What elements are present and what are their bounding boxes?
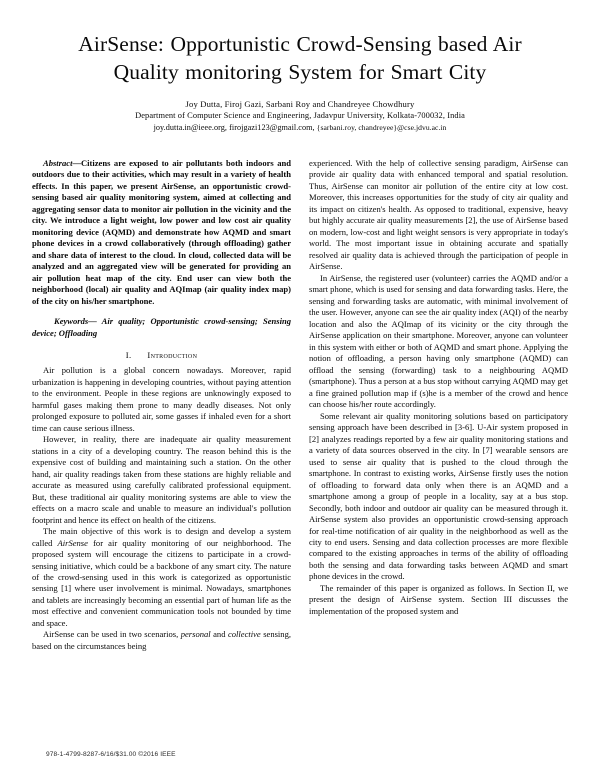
paragraph: However, in reality, there are inadequate air quality measurement stations in a city of a developing country. The reason behind this is the expensive cost of building and maintaining such a station. On the other hand, air quality readings taken from these stations are highly reliable and accurate as measured using carefully calibrated professional equipment. But, these traditional air quality monitoring systems are able to view the effects on a macro scale and unable to measure an individual's pollution footprint and hence its effect on health of the citizens. — [32, 434, 291, 525]
copyright-footer: 978-1-4799-8287-6/16/$31.00 ©2016 IEEE — [46, 751, 176, 758]
paragraph — [32, 526, 291, 629]
section-heading-introduction — [32, 350, 291, 360]
abstract-label: Abstract— — [43, 158, 81, 168]
paragraph: The remainder of this paper is organized as follows. In Section II, we present the design of AirSense system. Section III discusses the implementation of the proposed system and — [309, 582, 568, 616]
system-name-emphasis: AirSense — [57, 537, 88, 548]
keywords-text: Air quality; Opportunistic crowd-sensing; Sensing device; Offloading — [32, 316, 291, 338]
scenario-emphasis-collective: collective — [227, 629, 261, 640]
paragraph-part: The main objective of this work is to design and develop a system called — [32, 526, 291, 548]
email-group: {sarbani.roy, chandreyee}@cse.jdvu.ac.in — [316, 123, 447, 133]
keywords — [32, 316, 291, 339]
abstract — [32, 158, 291, 307]
email-line — [46, 122, 554, 134]
abstract-text: Citizens are exposed to air pollutants both indoors and outdoors due to their activities, which may result in a variety of health effects. In this paper, we present AirSense, an opportunistic crowd-sensing based air quality monitoring system, aimed at collecting and aggregating sensor data to monitor air pollution in the vicinity and the city. We introduce a light weight, low power and low cost air quality monitoring device (AQMD) and demonstrate how AQMD and smart phone devices in a crowd collaboratively (through offloading) gather and share data of interest to the cloud. In cloud, collected data will be analyzed and an aggregated view will be generated for providing an air pollution heat map of the city. End user can view both the neighborhood (local) air quality and AQImap (air quality index map) of the city on his/her smartphone. — [32, 158, 291, 306]
body-columns — [0, 158, 600, 652]
scenario-emphasis-personal: personal — [180, 629, 211, 640]
author-list: Joy Dutta, Firoj Gazi, Sarbani Roy and Chandreyee Chowdhury — [185, 98, 415, 109]
right-column — [309, 158, 568, 652]
section-numeral: I. — [125, 350, 132, 361]
left-column — [32, 158, 291, 652]
paragraph-part: AirSense can be used in two scenarios, — [43, 629, 181, 640]
paragraph — [32, 629, 291, 652]
section-title: Introduction — [147, 350, 198, 361]
email-primary: joy.dutta.in@ieee.org, firojgazi123@gmail.com, — [153, 123, 315, 133]
paragraph-part: sensing, based on the circumstances being — [32, 629, 291, 651]
paragraph: In AirSense, the registered user (volunteer) carries the AQMD and/or a smart phone, which is used for sensing and data forwarding tasks. Here, the sensing and forwarding tasks are automatic, with minimal involvement of the user. However, anyone can see the air quality index (AQI) of the nearby location and also the AQImap of its vicinity or the city through the AirSense application on their smartphone. Moreover, anyone can volunteer in this system with either or both of AQMD and smart phone. Applying the notion of offloading, a person having only smartphone (AQMD) can offload the sensing (forwarding) task to a neighbouring AQMD (smartphone). Thus a person at a bus stop without carrying AQMD may get a fine grained pollution map if (s)he is a member of the crowd and hence can choose his/her route accordingly. — [309, 272, 568, 410]
paragraph: Some relevant air quality monitoring solutions based on participatory sensing approach have been described in [3-6]. U-Air system proposed in [2] analyzes readings reported by a few air quality monitoring stations and a variety of data sources observed in the city. In [7] wearable sensors are used to sense air quality that is pushed to the cloud through the smartphone. In contrast to existing works, AirSense firstly uses the notion of offloading to forward data only when there is an AQMD and a smartphone among a group of people in a locality, say at a bus stop. Secondly, both indoor and outdoor air quality can be measured through it. AirSense system also provides an opportunistic crowd-sensing approach for real-time notification of air quality in the neighborhood as well as the city to end users. Sensing and data collection processes are more flexible compared to the existing approaches in terms of the ability of offloading both the sensing and data forwarding tasks between AQMD and smart phone devices in the crowd. — [309, 410, 568, 582]
paragraph-part: and — [210, 629, 228, 640]
page-title: AirSense: Opportunistic Crowd-Sensing based Air Quality monitoring System for Smart City — [78, 32, 522, 85]
affiliation: Department of Computer Science and Engineering, Jadavpur University, Kolkata-700032, India — [135, 111, 465, 121]
paper-header — [0, 0, 600, 134]
keywords-label: Keywords— — [54, 316, 102, 327]
paragraph: experienced. With the help of collective sensing paradigm, AirSense can provide air quality data with enhanced temporal and spatial resolution. Thus, AirSense can monitor air pollution of the entire city at low cost. Moreover, this increases opportunities for the study of city air quality and its impact on citizen's health. As opposed to traditional, expensive, heavy but highly accurate air quality measurements [2], the use of AirSense based on modern, low-cost and light weight sensors is very appropriate in today's world. The most important issue in obtaining accurate and spatially resolved air quality data is achieved through the participation of people in AirSense. — [309, 158, 568, 272]
paragraph-part: for air quality monitoring of our neighborhood. The proposed system will encourage the citizens to participate in a crowd-sensing initiative, which could be a backbone of any smart city. The nature of the crowd-sensing used in this work is categorized as opportunistic sensing [1] where user involvement is minimal. Nowadays, smartphones and tablets are increasingly becoming an essential part of human life as the most effective and convenient communication tools not bounded by time and space. — [32, 537, 291, 628]
paragraph: Air pollution is a global concern nowadays. Moreover, rapid urbanization is happening in developing countries, without paying attention to the environment. People in these regions are unknowingly exposed to harmful gases making them prone to many deadly diseases. Not only prolonged exposure to polluted air, some gasses if inhaled even for a short time can cause serious illness. — [32, 365, 291, 433]
